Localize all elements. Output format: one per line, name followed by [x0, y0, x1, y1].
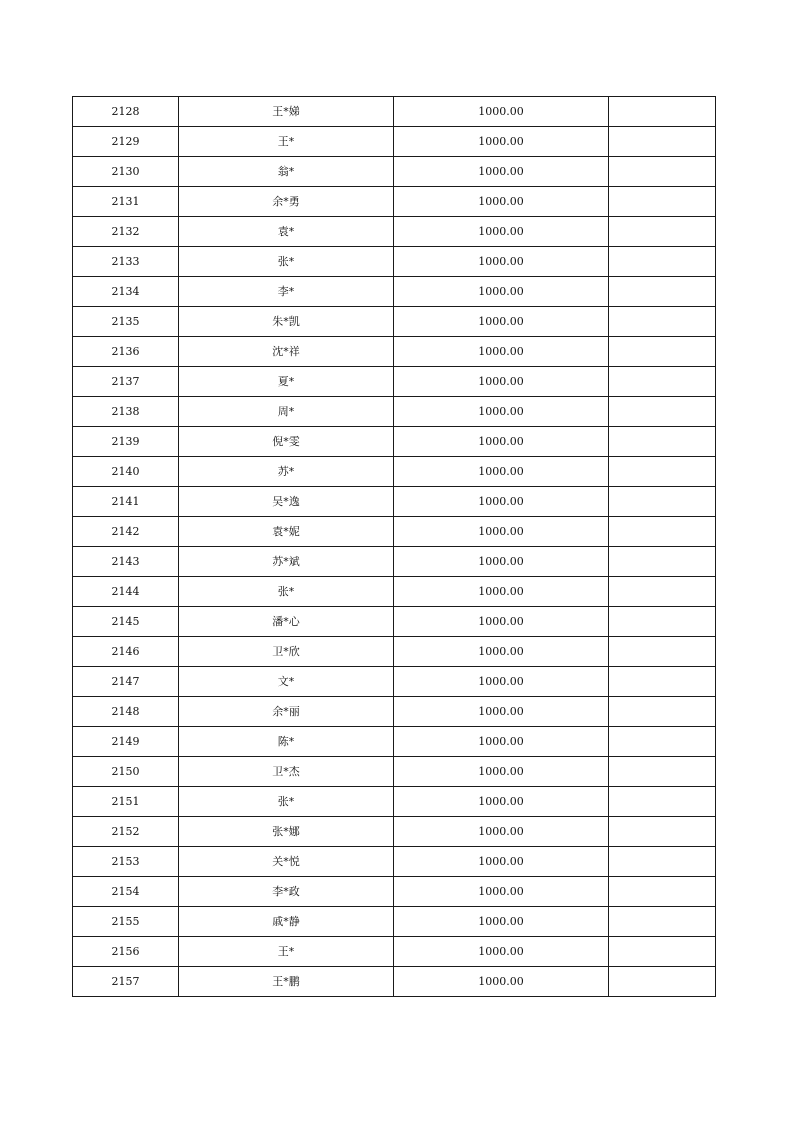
name-cell: 戚*静 [179, 907, 394, 937]
amount-cell: 1000.00 [394, 97, 609, 127]
name-cell: 卫*杰 [179, 757, 394, 787]
amount-cell: 1000.00 [394, 697, 609, 727]
name-cell: 余*勇 [179, 187, 394, 217]
amount-cell: 1000.00 [394, 667, 609, 697]
name-cell: 陈* [179, 727, 394, 757]
row-number-cell: 2144 [73, 577, 179, 607]
name-cell: 文* [179, 667, 394, 697]
row-number-cell: 2150 [73, 757, 179, 787]
name-cell: 关*悦 [179, 847, 394, 877]
amount-cell: 1000.00 [394, 847, 609, 877]
table-row [73, 307, 716, 337]
row-number-cell: 2149 [73, 727, 179, 757]
row-number-cell: 2154 [73, 877, 179, 907]
name-cell: 王* [179, 127, 394, 157]
note-cell [609, 277, 716, 307]
note-cell [609, 787, 716, 817]
name-cell: 李* [179, 277, 394, 307]
note-cell [609, 217, 716, 247]
table-row [73, 127, 716, 157]
table-row [73, 907, 716, 937]
note-cell [609, 757, 716, 787]
table-row [73, 367, 716, 397]
note-cell [609, 697, 716, 727]
note-cell [609, 457, 716, 487]
table-row [73, 277, 716, 307]
note-cell [609, 937, 716, 967]
name-cell: 张*娜 [179, 817, 394, 847]
row-number-cell: 2148 [73, 697, 179, 727]
row-number-cell: 2152 [73, 817, 179, 847]
amount-cell: 1000.00 [394, 727, 609, 757]
amount-cell: 1000.00 [394, 637, 609, 667]
amount-cell: 1000.00 [394, 397, 609, 427]
row-number-cell: 2135 [73, 307, 179, 337]
amount-cell: 1000.00 [394, 367, 609, 397]
note-cell [609, 187, 716, 217]
table-row [73, 607, 716, 637]
row-number-cell: 2147 [73, 667, 179, 697]
amount-cell: 1000.00 [394, 127, 609, 157]
amount-cell: 1000.00 [394, 277, 609, 307]
table-row [73, 967, 716, 997]
note-cell [609, 577, 716, 607]
table-row [73, 637, 716, 667]
note-cell [609, 667, 716, 697]
name-cell: 吴*逸 [179, 487, 394, 517]
row-number-cell: 2139 [73, 427, 179, 457]
row-number-cell: 2145 [73, 607, 179, 637]
amount-cell: 1000.00 [394, 157, 609, 187]
name-cell: 沈*祥 [179, 337, 394, 367]
row-number-cell: 2137 [73, 367, 179, 397]
row-number-cell: 2131 [73, 187, 179, 217]
note-cell [609, 337, 716, 367]
row-number-cell: 2155 [73, 907, 179, 937]
roster-table [72, 96, 716, 997]
table-row [73, 487, 716, 517]
name-cell: 余*丽 [179, 697, 394, 727]
note-cell [609, 157, 716, 187]
amount-cell: 1000.00 [394, 517, 609, 547]
row-number-cell: 2157 [73, 967, 179, 997]
amount-cell: 1000.00 [394, 757, 609, 787]
table-row [73, 97, 716, 127]
amount-cell: 1000.00 [394, 607, 609, 637]
row-number-cell: 2146 [73, 637, 179, 667]
amount-cell: 1000.00 [394, 547, 609, 577]
amount-cell: 1000.00 [394, 427, 609, 457]
row-number-cell: 2143 [73, 547, 179, 577]
table-row [73, 247, 716, 277]
table-row [73, 397, 716, 427]
amount-cell: 1000.00 [394, 457, 609, 487]
table-row [73, 517, 716, 547]
note-cell [609, 547, 716, 577]
note-cell [609, 847, 716, 877]
amount-cell: 1000.00 [394, 907, 609, 937]
note-cell [609, 307, 716, 337]
name-cell: 卫*欣 [179, 637, 394, 667]
name-cell: 张* [179, 577, 394, 607]
amount-cell: 1000.00 [394, 877, 609, 907]
note-cell [609, 367, 716, 397]
row-number-cell: 2140 [73, 457, 179, 487]
name-cell: 周* [179, 397, 394, 427]
note-cell [609, 487, 716, 517]
table-row [73, 847, 716, 877]
row-number-cell: 2142 [73, 517, 179, 547]
table-row [73, 427, 716, 457]
amount-cell: 1000.00 [394, 937, 609, 967]
name-cell: 张* [179, 787, 394, 817]
name-cell: 夏* [179, 367, 394, 397]
amount-cell: 1000.00 [394, 247, 609, 277]
row-number-cell: 2141 [73, 487, 179, 517]
name-cell: 袁* [179, 217, 394, 247]
row-number-cell: 2153 [73, 847, 179, 877]
note-cell [609, 517, 716, 547]
amount-cell: 1000.00 [394, 187, 609, 217]
name-cell: 王* [179, 937, 394, 967]
row-number-cell: 2151 [73, 787, 179, 817]
table-row [73, 217, 716, 247]
row-number-cell: 2132 [73, 217, 179, 247]
table-row [73, 937, 716, 967]
amount-cell: 1000.00 [394, 577, 609, 607]
note-cell [609, 817, 716, 847]
table-row [73, 817, 716, 847]
roster-table-body [73, 97, 716, 997]
note-cell [609, 907, 716, 937]
note-cell [609, 727, 716, 757]
amount-cell: 1000.00 [394, 967, 609, 997]
row-number-cell: 2130 [73, 157, 179, 187]
note-cell [609, 397, 716, 427]
note-cell [609, 97, 716, 127]
table-row [73, 877, 716, 907]
name-cell: 袁*妮 [179, 517, 394, 547]
amount-cell: 1000.00 [394, 817, 609, 847]
table-row [73, 697, 716, 727]
name-cell: 苏* [179, 457, 394, 487]
amount-cell: 1000.00 [394, 217, 609, 247]
amount-cell: 1000.00 [394, 487, 609, 517]
note-cell [609, 877, 716, 907]
row-number-cell: 2134 [73, 277, 179, 307]
name-cell: 王*鹏 [179, 967, 394, 997]
table-row [73, 157, 716, 187]
name-cell: 苏*斌 [179, 547, 394, 577]
table-row [73, 727, 716, 757]
note-cell [609, 967, 716, 997]
row-number-cell: 2138 [73, 397, 179, 427]
row-number-cell: 2136 [73, 337, 179, 367]
row-number-cell: 2129 [73, 127, 179, 157]
amount-cell: 1000.00 [394, 307, 609, 337]
note-cell [609, 637, 716, 667]
table-row [73, 187, 716, 217]
table-row [73, 547, 716, 577]
amount-cell: 1000.00 [394, 787, 609, 817]
name-cell: 潘*心 [179, 607, 394, 637]
note-cell [609, 247, 716, 277]
name-cell: 王*娣 [179, 97, 394, 127]
name-cell: 朱*凯 [179, 307, 394, 337]
note-cell [609, 127, 716, 157]
table-row [73, 577, 716, 607]
row-number-cell: 2156 [73, 937, 179, 967]
table-row [73, 787, 716, 817]
row-number-cell: 2128 [73, 97, 179, 127]
note-cell [609, 607, 716, 637]
name-cell: 倪*雯 [179, 427, 394, 457]
note-cell [609, 427, 716, 457]
table-row [73, 667, 716, 697]
row-number-cell: 2133 [73, 247, 179, 277]
table-row [73, 457, 716, 487]
amount-cell: 1000.00 [394, 337, 609, 367]
table-row [73, 757, 716, 787]
name-cell: 翁* [179, 157, 394, 187]
name-cell: 李*政 [179, 877, 394, 907]
name-cell: 张* [179, 247, 394, 277]
table-row [73, 337, 716, 367]
